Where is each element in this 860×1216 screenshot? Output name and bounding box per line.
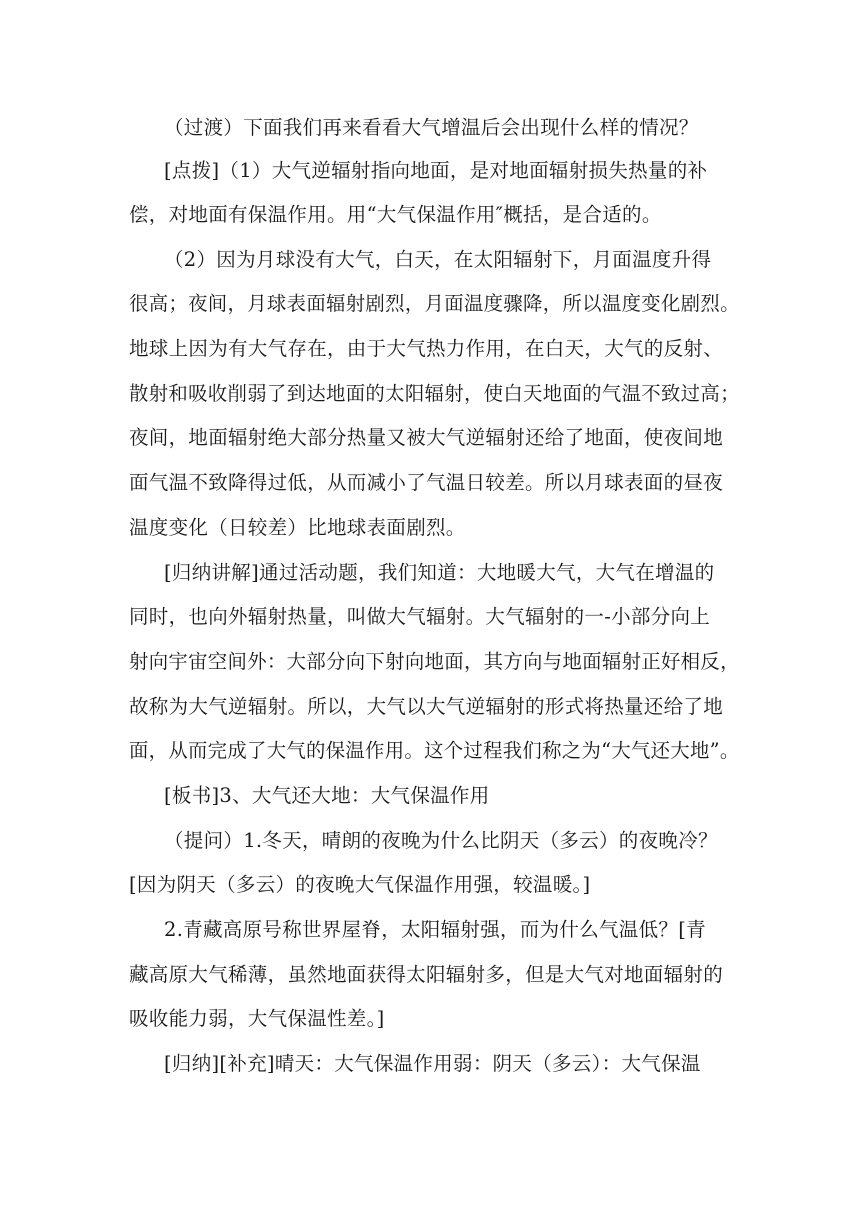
text-line: 故称为大气逆辐射。所以，大气以大气逆辐射的形式将热量还给了地 xyxy=(129,695,724,718)
text-line: （过渡）下面我们再来看看大气增温后会出现什么样的情况？ xyxy=(164,116,699,139)
text-line: [归纳讲解]通过活动题，我们知道：大地暖大气，大气在增温的 xyxy=(164,561,715,584)
text-line: 面，从而完成了大气的保温作用。这个过程我们称之为“大气还大地”。 xyxy=(129,739,740,762)
text-line: 偿，对地面有保温作用。用“大气保温作用″概括，是合适的。 xyxy=(129,203,662,226)
text-line: 藏高原大气稀薄，虽然地面获得太阳辐射多，但是大气对地面辐射的 xyxy=(129,963,724,986)
text-line: [板书]3、大气还大地：大气保温作用 xyxy=(164,784,490,807)
text-line: 温度变化（日较差）比地球表面剧烈。 xyxy=(129,516,466,539)
text-line: 夜间，地面辐射绝大部分热量又被大气逆辐射还给了地面，使夜间地 xyxy=(129,426,724,449)
text-line: [归纳][补充]晴天：大气保温作用弱：阴天（多云）：大气保温 xyxy=(164,1052,701,1075)
text-line: 射向宇宙空间外：大部分向下射向地面，其方向与地面辐射正好相反， xyxy=(129,650,740,673)
text-line: 同时，也向外辐射热量，叫做大气辐射。大气辐射的一-小部分向上 xyxy=(129,605,711,628)
text-line: [因为阴天（多云）的夜晚大气保温作用强，较温暖。] xyxy=(129,873,591,896)
text-line: 面气温不致降得过低，从而减小了气温日较差。所以月球表面的昼夜 xyxy=(129,471,724,494)
text-line: 吸收能力弱，大气保温性差。] xyxy=(129,1007,385,1030)
text-line: 很高；夜间，月球表面辐射剧烈，月面温度骤降，所以温度变化剧烈。 xyxy=(129,292,740,315)
text-line: 地球上因为有大气存在，由于大气热力作用，在白天，大气的反射、 xyxy=(129,337,724,360)
text-line: [点拨]（1）大气逆辐射指向地面，是对地面辐射损失热量的补 xyxy=(164,159,708,182)
text-line: 散射和吸收削弱了到达地面的太阳辐射，使白天地面的气温不致过高； xyxy=(129,382,740,405)
text-line: （提问）1.冬天，晴朗的夜晚为什么比阴天（多云）的夜晚冷？ xyxy=(164,829,718,852)
text-line: （2）因为月球没有大气，白天，在太阳辐射下，月面温度升得 xyxy=(164,248,712,271)
text-line: 2.青藏高原号称世界屋脊，太阳辐射强，而为什么气温低？[青 xyxy=(164,918,706,941)
